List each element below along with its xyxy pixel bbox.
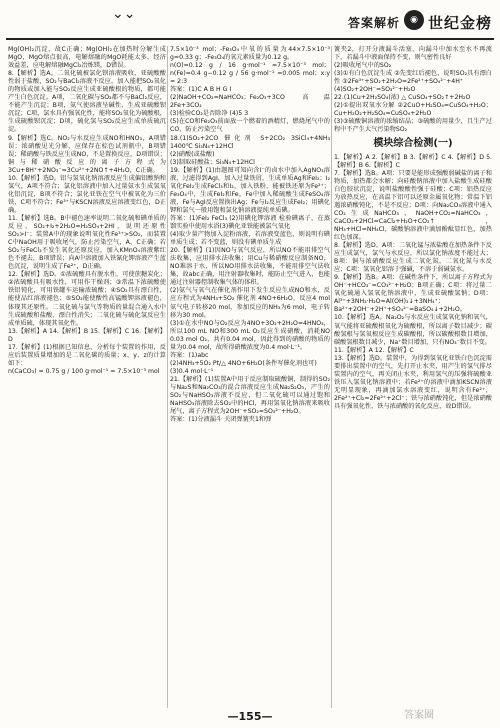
column-right [334, 46, 492, 411]
column-divider [331, 46, 332, 708]
answer-paragraph: (3)③硫酸铜溶液的浓缩结晶；③硫酸的用量少，且生产过程中不产生大气污染物SO₂ [334, 118, 492, 134]
answer-paragraph: 13.【解析】选D。装置中，为得到氢氧化亚铁白色沉淀需要排出装置中的空气，先打开止水夹，用产生的氢气排尽装置内的空气，再关闭止水夹，利用氢气的压强将硫酸亚铁压入氢氧化钠溶液中；若Fe²⁺的溶液中滴加KSCN溶液无明显现象，再滴加氯水溶液变红，说明含有Fe²⁺，2Fe²⁺+Cl₂=2Fe³⁺+2Cl⁻；铁与浓硝酸钝化，但是浓硝酸具有强氧化性，铁与浓硝酸的氧化反应，故D错误。 [334, 354, 492, 410]
answer-paragraph: (3)①有白色沉淀生成 ②先变红后褪色，说明SO₂具有漂白性 ③2Fe³⁺+SO₂+2H₂O=2Fe²⁺+SO₄²⁻+4H⁺ [334, 70, 492, 86]
answer-paragraph: (4)取少量产物加入淀粉溶液，若溶液变蓝色，则说明有碘单质生成；若不变蓝，则没有碘单质生成 [170, 231, 330, 247]
answer-paragraph: (2)4NH₃+5O₂ Pt/△ 4NO+6H₂O(条件写催化剂也可) [170, 359, 317, 367]
answer-paragraph: (2)NaOH+CO₂=NaHCO₃；Fe₂O₃+3CO 高温 2Fe+3CO₂ [170, 94, 330, 110]
answer-paragraph: 9.【解析】选C。NO₂与水反应生成NO和HNO₃，A项错误；浓硝酸见光分解，应保存在棕色试剂瓶中，B项错误；稀硝酸与铁反应生成NO，不是置换反应，D项错误；铜与稀硝酸反应的离子方程式为3Cu+8H⁺+2NO₃⁻=3Cu²⁺+2NO↑+4H₂O，C正确。 [8, 134, 166, 174]
answer-paragraph: 10.【解析】选A。Na₂O₂与水反应生成氢氧化钠和氧气，氧气能将亚硫酸根氧化为硫酸根，所以离子数目减少；碳酸氢根与氢氧根反应生成碳酸根，所以碳酸根数目增加，碳酸氢根数目减少，Na⁺数目增加，只有NO₃⁻数目不变。 [334, 314, 492, 346]
answer-paragraph: 9.【解析】选B。A项：在碱性条件下，所以离子方程式为OH⁻+HCO₃⁻=CO₃²⁻+H₂O；B项正确；C项：将过量二氧化硫通入氢氧化钠溶液中，生成亚硫酸氢钠；D项：Al³⁺+3NH₃·H₂O=Al(OH)₃↓+3NH₄⁺；Ba²⁺+2OH⁻+2H⁺+SO₄²⁻=BaSO₄↓+2H₂O。 [334, 274, 492, 314]
answer-paragraph: (3)制取硅酸盐；Si₃N₄+12HCl [170, 158, 255, 166]
bird-icon: ⌄⌄ [112, 6, 136, 22]
answer-paragraph: 1.【解析】A 2.【解析】B 3.【解析】C 4.【解析】D 5.【解析】B 6.【解析】C [334, 153, 492, 169]
answer-paragraph: 7.【解析】选B。A项：只要是能形成强酸弱碱盐的离子和物质，加热都会水解；向硅酸钠溶液中加入盐酸生成硅酸白色胶状沉淀，说明盐酸酸性强于硅酸；C项：铝热反应为放热反应，在高温下铝可以还原金属氧化物；常温下铝遇浓硝酸钝化，不是不反应；D项：向Na₂CO₃溶液中通入CO₂生成NaHCO₃，NaOH+CO₂=NaHCO₃，CaCO₃+2HCl=CaCl₂+H₂O+CO₂↑，NH₃+HCl=NH₄Cl，碳酸钠溶液中滴加酚酞显红色，加热红色加深。 [334, 169, 492, 241]
answer-paragraph: (3)检验CO₂是否除净 (4)5 3 [170, 110, 249, 118]
answer-paragraph: 答案：(1)C A B H G I [170, 86, 232, 94]
answer-paragraph: 22.(1)Cu+2H₂SO₄(浓) △ CuSO₄+SO₂↑+2H₂O [334, 94, 471, 102]
answer-paragraph: 19.【解析】(1)由题图可知向含I⁻的卤水中加入AgNO₃溶液，过滤得到AgI，加入过量铁屑，生成单质Ag和FeI₂；I₂氧化FeI₂生成FeCl₃和I₂，加入铁粉，能被铁还原为Fe²⁺；Fe₃O₄中，生成FeI₂和Fe，Fe中加入稀硫酸生成FeSO₄溶液，Fe与AgI反应置换出Ag；Fe与I₂反应生成FeI₂；用碘化钾和氯气一般用饱和氯化钠溶液提纯单质碘。 [170, 166, 330, 214]
answer-paragraph: 20.【解析】(1)因NO与氧气反应，所以NO不能用排空气法收集，应用排水法收集；用Cu与稀硝酸反应制备NO，NO难溶于水，所以NO用排水法收集，不能用排空气法收集，故abc正确，用注射器收集时，能防止空气进入，也能通过注射器控制收集气体的体积。 [170, 247, 330, 287]
answer-paragraph: 7.5×10⁻³ mol；-Fe₃O₄中氧的质量为44×7.5×10⁻³ g=0.33 g；-Fe₃O₄的氧元素质量为0.12 g。 [170, 46, 330, 62]
answer-paragraph: (2)氨气与氧气在催化剂作用下发生反应生成NO和水，反应方程式为4NH₃+5O₂ 催化剂 4NO+6H₂O，反应4 mol氨气电子转移20 mol，参加反应的NH₃为6 mol，电子转移为30 mol。 [170, 287, 330, 319]
answer-paragraph: (2)吸收尾气中的SO₂ [334, 62, 392, 70]
column-divider [167, 46, 168, 708]
answer-paragraph: 8.【解析】选A。二氧化硫被氯化钡溶液吸收，亚硫酸酸性弱于盐酸，SO₂与BaCl₂溶液不反应，加入能把SO₂氧化的物质或加入能与SO₂反应生成亚硫酸根的物质，都可能产生白色沉淀。A项，二氧化碳与SO₂都不与BaCl₂反应，不能产生沉淀；B项，氨气使溶液呈碱性，生成亚硫酸钡沉淀；C项，氯水具有强氧化性，能将SO₂氧化为硫酸根，生成硫酸钡沉淀；D项，硫化氢与SO₂反应生成单质硫沉淀。 [8, 70, 166, 134]
answer-paragraph: 17.【解析】(1)根据已知信息，分析每个装置的作用，反应后装置质量增加的是二氧化碳的质量；x、y、z的计算如下： [8, 343, 166, 367]
brand-name: 世纪金榜 [428, 14, 493, 32]
answer-paragraph: 11.【解析】选B。B中褪色速率说明二氧化硫和碘单质的反应，SO₂+I₂+2H₂O=H₂SO₄+2HI，说明还原性SO₂>I⁻；装置A中的现象说明氧化性Fe³⁺>SO₂，而装置C中NaOH用于吸收尾气，防止污染空气，A、C正确；若SO₂与FeCl₃不发生氧化还原反应，加入KMnO₄溶液紫红色不褪去，B项错误；向A中溶液加入铁氰化钾溶液产生蓝色沉淀，说明生成了Fe²⁺，D正确。 [8, 214, 166, 271]
answer-paragraph: (3)0.4 mol·L⁻¹ [170, 367, 214, 375]
answer-paragraph: 21.【解析】(1)装置A中用于反应制取硫酸铜，制得的SO₂与Na₂S和Na₂CO₃的混合溶液反应生成Na₂S₂O₃，产生的SO₂与NaHSO₃溶液不反应，但二氧化硫可以通过饱和NaHSO₃溶液除去SO₂中的HCl，再用氢氧化钠溶液来吸收尾气，离子方程式为2OH⁻+SO₂=SO₃²⁻+H₂O。 [170, 375, 330, 416]
answer-paragraph: 答案：(1)FeI₂ FeCl₃ (2)用碘化钾溶液 检验碘离子，在蒸馏实验中使用水浴(3)碘化亚铁能被氯气氧化 [170, 214, 330, 231]
answer-paragraph: 18.(1)SO₂+2CO 催化剂 S+2CO₂ 3SiCl₄+4NH₃ 1400℃ Si₃N₄+12HCl [170, 134, 330, 150]
answer-paragraph: n(O)=0.12 g / 16 g·mol⁻¹ =7.5×10⁻³ mol；n(Fe)=0.4 g−0.12 g / 56 g·mol⁻¹ =0.005 mol；x:y = 2:3 [170, 62, 330, 86]
header-rule [6, 38, 494, 40]
brand-logo-icon: ◉ [404, 10, 424, 30]
answer-paragraph: 8.【解析】选D。A项：二氧化锰与浓盐酸在加热条件下反应生成氯气，氯气与水反应，所以氯化钠浓度不能过大；B项：铜与浓硝酸反应生成二氧化氮，二氧化氮与水反应；C项：氢氧化铝溶于强碱，不溶于弱碱氨水。 [334, 242, 492, 274]
answer-paragraph: 12.【解析】选D。①浓硫酸具有脱水性，可使蔗糖炭化；②浓硫酸具有吸水性，可用作干燥剂；③常温下浓硫酸使铁铝钝化，可用铁罐车运输浓硫酸；④SO₂具有漂白性，能使品红溶液褪色；⑤SO₂能使酸性高锰酸钾溶液褪色，体现其还原性。二氧化硫与氯气等物质的量混合通入水中生成硫酸和盐酸，漂白性消失；二氧化硫与硫化氢反应生成单质硫，体现其氧化性。 [8, 271, 166, 327]
section-title: 模块综合检测(一) [373, 137, 453, 149]
column-middle [170, 46, 330, 424]
answer-paragraph: 簧夹2，打开分液漏斗活塞，向漏斗中加水至水不再流下，若漏斗中液面保持不变，则气密性良好 [334, 46, 492, 62]
header-title: 答案解析 [348, 16, 401, 30]
answer-paragraph: n(CaCO₃) = 0.75 g / 100 g·mol⁻¹ = 7.5×10⁻³ mol [8, 367, 160, 375]
column-left [8, 46, 166, 376]
answer-paragraph: 11.【解析】A 12.【解析】C [334, 346, 414, 354]
answer-paragraph: (2)①提出双氧水分解 ②2CuO+H₂SO₄=CuSO₄+H₂O；Cu+H₂O₂+H₂SO₄=CuSO₄+2H₂O [334, 102, 492, 118]
page-header [0, 0, 500, 44]
answer-paragraph: 答案：(1)分液漏斗 关闭弹簧夹1和弹 [170, 416, 272, 424]
page-number: —155— [227, 710, 273, 723]
answer-paragraph: (2)硝酸(或盐酸) [170, 150, 215, 158]
watermark: 答案圈 [404, 710, 434, 721]
answer-paragraph: 13.【解析】A 14.【解析】B 15.【解析】C 16.【解析】D [8, 327, 166, 343]
answer-paragraph: Mg(OH)₂沉淀，故C正确；Mg(OH)₂在加热时分解生成MgO，MgO熔点很高，电解熔融的MgO耗能太多，经济效益差，应电解熔融MgCl₂冶炼镁，D错误。 [8, 46, 166, 70]
answer-paragraph: 10.【解析】选D。铝与氢氧化钠溶液反应生成偏铝酸钠和氢气，A项不符合；氯化铝溶液中加入过量氨水生成氢氧化铝沉淀，B项不符合；氯化亚铁在空气中被氧化为三价铁，C项不符合；Fe³⁺与KSCN溶液反应溶液变红色，D正确。 [8, 174, 166, 214]
answer-paragraph: (5)在CO和Fe₂O₃前面放一个燃着的酒精灯，燃烧尾气中的CO，防止污染空气 [170, 118, 330, 134]
answer-paragraph: 答案：(1)abc [170, 351, 209, 359]
answer-paragraph: (3)①在水中NO与O₂反应为4NO+3O₂+2H₂O=4HNO₃，所以100 mL NO和300 mL O₂反应生成硝酸，消耗NO 0.03 mol O₂，共有0.04 mol，因此得到的硝酸的物质的量为0.04 mol，故所得硝酸浓度为0.4 mol·L⁻¹。 [170, 319, 330, 351]
answer-paragraph: (4)SO₂+2OH⁻=SO₃²⁻+H₂O [334, 86, 416, 94]
